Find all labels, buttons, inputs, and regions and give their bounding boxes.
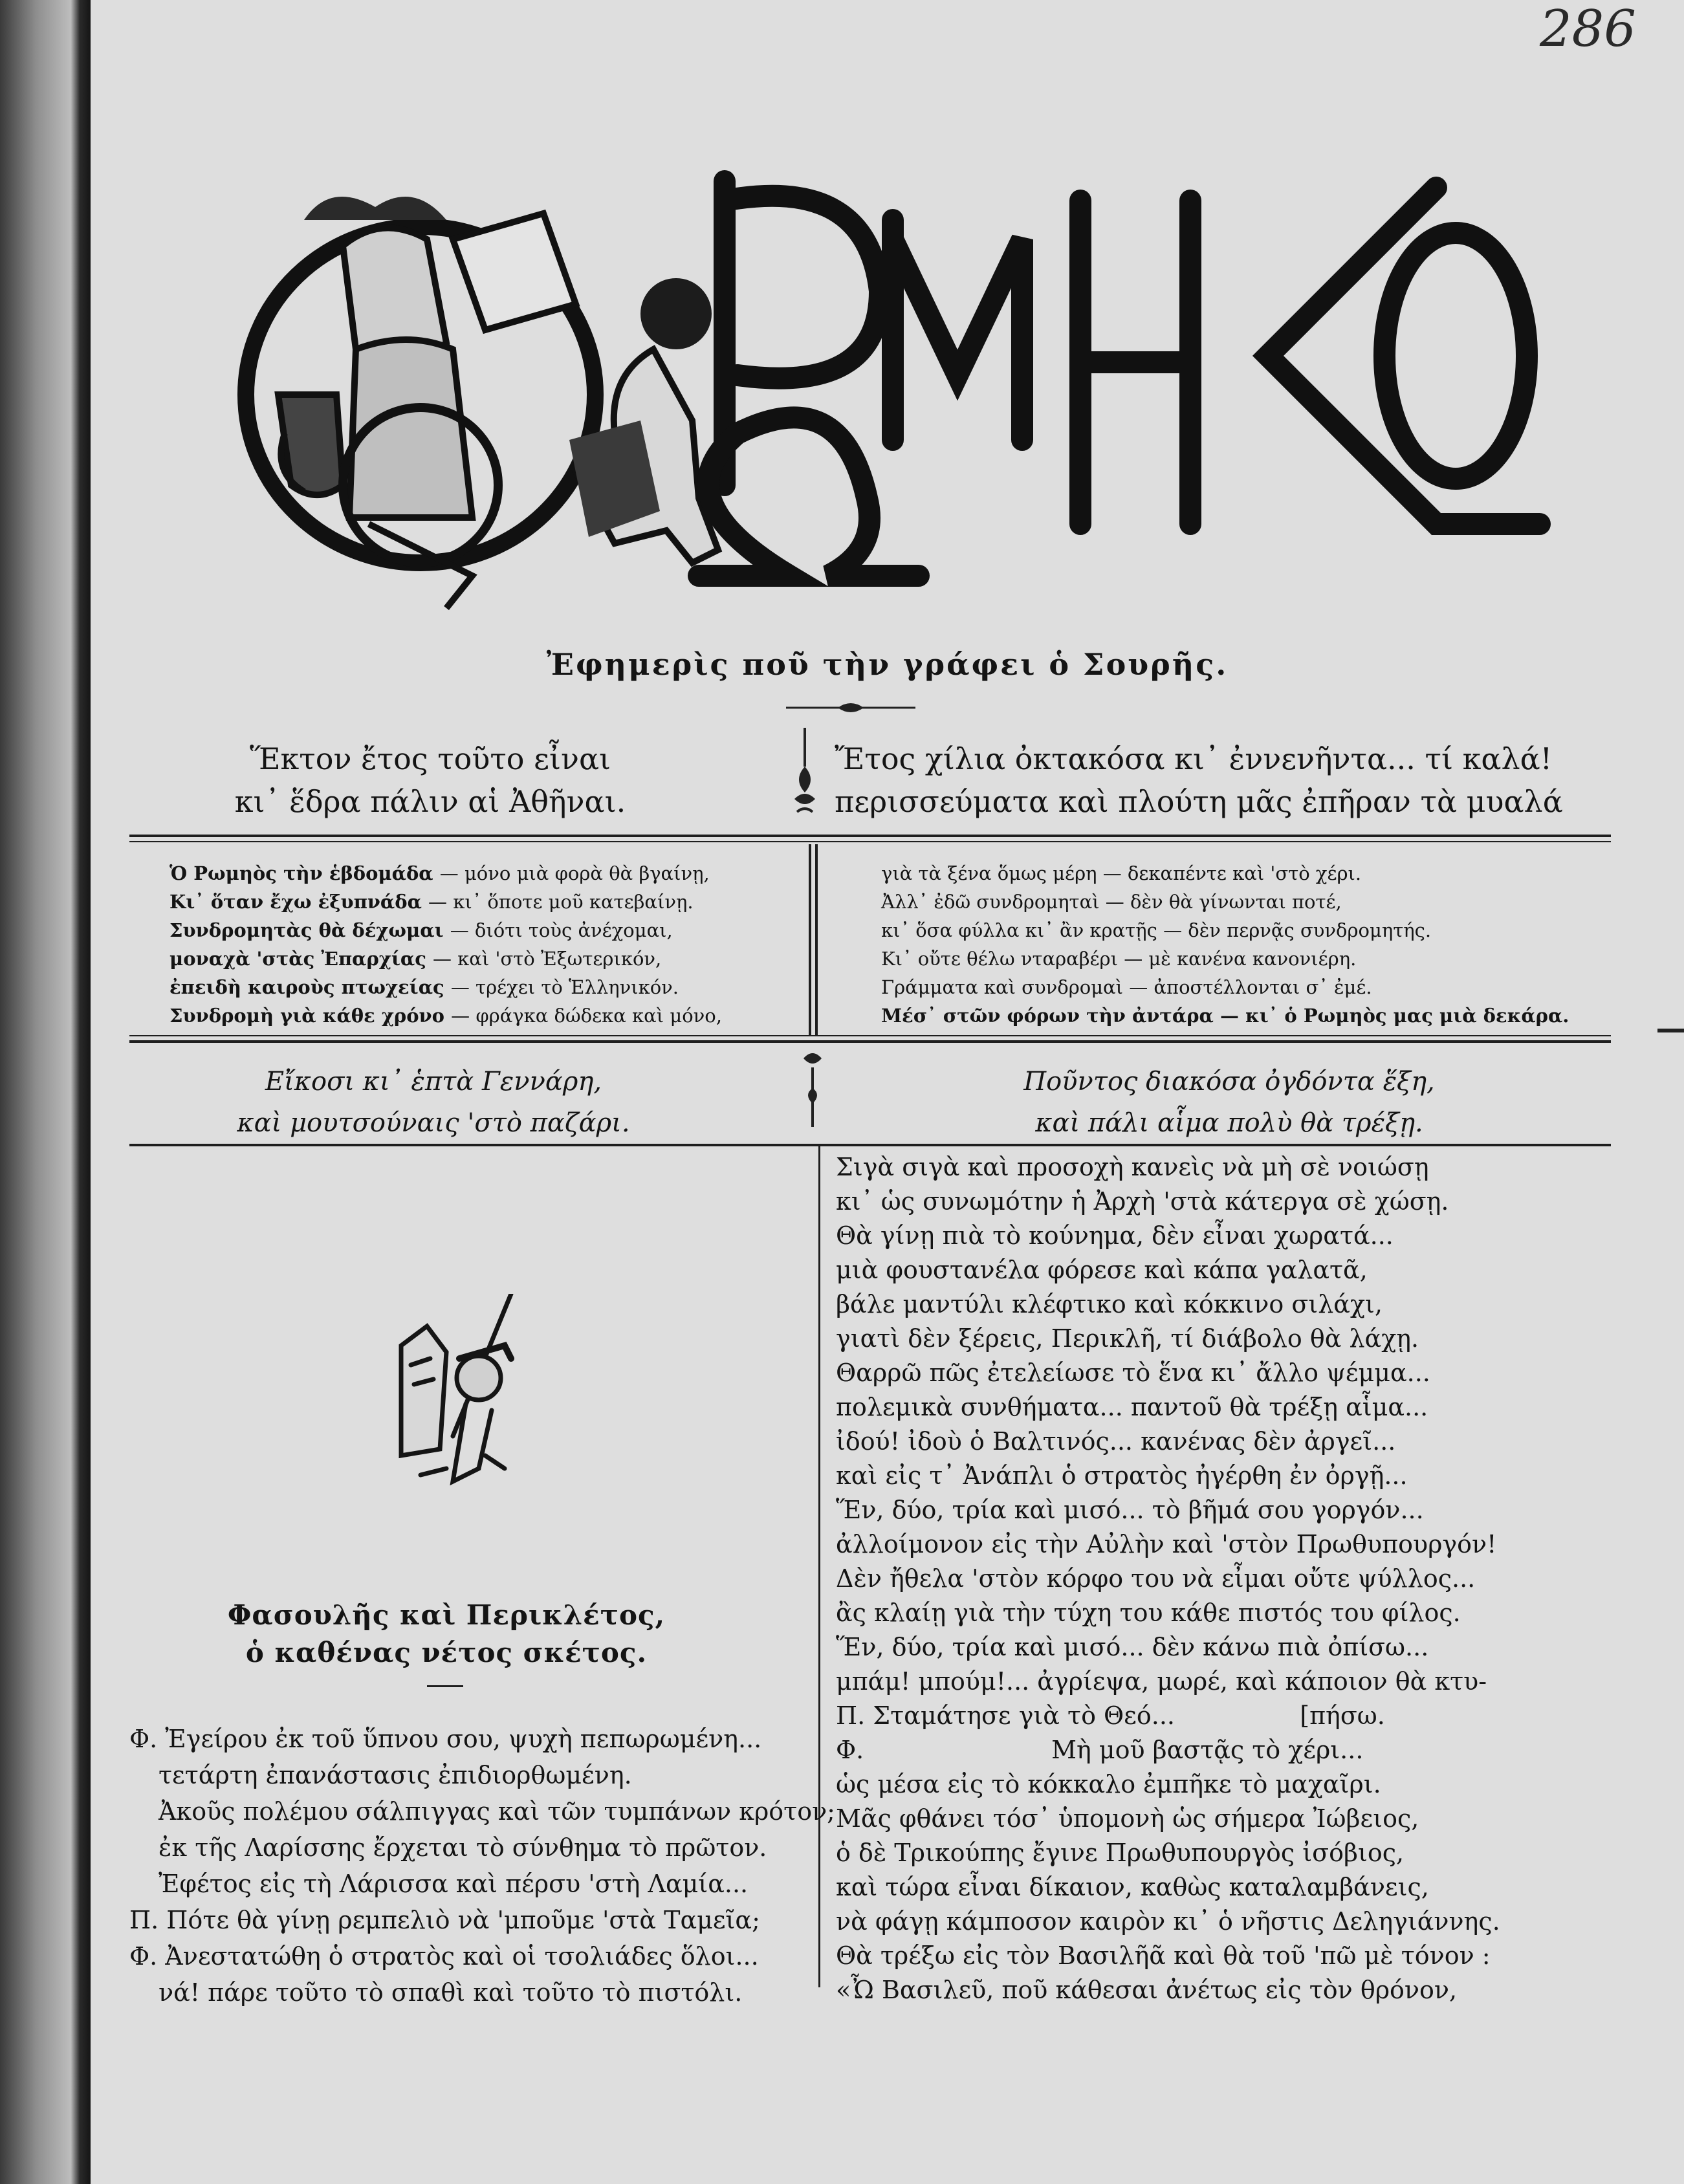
verse-line: Ἕκτον ἔτος τοῦτο εἶναι [249, 741, 611, 776]
ornament-line [786, 700, 915, 715]
dialogue-line: Φ. Ἐγείρου ἐκ τοῦ ὕπνου σου, ψυχὴ πεπωρωμένη... [129, 1725, 762, 1753]
subscription-row: Συνδρομητὰς θὰ δέχωμαι — διότι τοὺς ἀνέχομαι, [169, 919, 673, 941]
page-number: 286 [1540, 0, 1636, 58]
subscription-row: Ἀλλ᾽ ἐδῶ συνδρομηταὶ — δὲν θὰ γίνωνται ποτέ, [881, 891, 1342, 913]
subscription-row: Κι᾽ οὔτε θέλω νταραβέρι — μὲ κανένα κανονιέρη. [881, 948, 1357, 970]
poem-line: καὶ τώρα εἶναι δίκαιον, καθὼς καταλαμβάνεις, [836, 1873, 1429, 1901]
poem-line: ἰδού! ἰδοὺ ὁ Βαλτινός... κανένας δὲν ἀργεῖ... [836, 1427, 1396, 1456]
rule-top-thin [129, 841, 1611, 842]
subscription-row: Ὁ Ρωμηὸς τὴν ἑβδομάδα — μόνο μιὰ φορὰ θὰ βγαίνῃ, [169, 862, 710, 884]
dialogue-line: Ἀκοῦς πολέμου σάλπιγγας καὶ τῶν τυμπάνων κρότον; [159, 1797, 835, 1826]
subscription-row: Συνδρομὴ γιὰ κάθε χρόνο — φράγκα δώδεκα καὶ μόνο, [169, 1005, 722, 1027]
poem-column [836, 1150, 1625, 2007]
poem-line: Ἕν, δύο, τρία καὶ μισό... τὸ βῆμά σου γοργόν... [836, 1496, 1424, 1524]
poem-line: Ἕν, δύο, τρία καὶ μισό... δὲν κάνω πιὰ ὀπίσω... [836, 1633, 1429, 1661]
subscription-row: ἐπειδὴ καιροὺς πτωχείας — τρέχει τὸ Ἑλληνικόν. [169, 976, 679, 998]
poem-line: Σιγὰ σιγὰ καὶ προσοχὴ κανεὶς νὰ μὴ σὲ νοιώσῃ [836, 1153, 1429, 1181]
poem-line: Π. Σταμάτησε γιὰ τὸ Θεό... [πήσω. [836, 1701, 1385, 1730]
poem-line: ὡς μέσα εἰς τὸ κόκκαλο ἐμπῆκε τὸ μαχαῖρι. [836, 1770, 1381, 1798]
dialogue-line: Ἐφέτος εἰς τὴ Λάρισσα καὶ πέρσυ 'στὴ Λαμία... [159, 1870, 749, 1898]
poem-line: Θὰ τρέξω εἰς τὸν Βασιλῆᾶ καὶ θὰ τοῦ 'πῶ μὲ τόνον : [836, 1941, 1491, 1970]
rule-top [129, 835, 1611, 837]
book-spine [0, 0, 91, 2184]
poem-line: μπάμ! μπούμ!... ἀγρίεψα, μωρέ, καὶ κάποιον θὰ κτυ- [836, 1667, 1487, 1696]
poem-line: Μᾶς φθάνει τόσ᾽ ὑπομονὴ ὡς σήμερα Ἰώβειος, [836, 1804, 1419, 1833]
caption-line: ὁ καθένας νέτος σκέτος. [245, 1637, 648, 1668]
poem-line: μιὰ φουστανέλα φόρεσε καὶ κάπα γαλατᾶ, [836, 1256, 1368, 1284]
dialogue-line: νά! πάρε τοῦτο τὸ σπαθὶ καὶ τοῦτο τὸ πιστόλι. [159, 1978, 743, 2007]
short-dash [427, 1685, 463, 1687]
column-divider [818, 1146, 820, 1987]
verse-date-right [841, 1061, 1617, 1144]
verse-date-left [91, 1061, 776, 1144]
verse-line: Εἴκοσι κι᾽ ἑπτὰ Γεννάρη, [265, 1067, 602, 1097]
subscription-row: Κι᾽ ὅταν ἔχω ἐξυπνάδα — κι᾽ ὅποτε μοῦ κατεβαίνῃ. [169, 891, 694, 913]
masthead-illustration [246, 197, 718, 608]
verse-line: καὶ μουτσούναις 'στὸ παζάρι. [237, 1108, 630, 1138]
masthead-logo [207, 162, 1579, 628]
column-divider [809, 844, 811, 1035]
sketch-illustration [375, 1294, 543, 1488]
verse-top-left [91, 737, 770, 823]
dialogue-column [129, 1721, 835, 2011]
subscription-row: μοναχὰ 'στὰς Ἐπαρχίας — καὶ 'στὸ Ἐξωτερικόν, [169, 948, 662, 970]
newspaper-page [91, 0, 1684, 2184]
subscription-row: κι᾽ ὅσα φύλλα κι᾽ ἂν κρατῇς — δὲν περνᾷς συνδρομητής. [881, 919, 1432, 941]
dialogue-line: Π. Πότε θὰ γίνῃ ρεμπελιὸ νὰ 'μποῦμε 'στὰ Ταμεῖα; [129, 1906, 760, 1934]
poem-line: βάλε μαντύλι κλέφτικο καὶ κόκκινο σιλάχι, [836, 1290, 1383, 1318]
poem-line: ὁ δὲ Τρικούπης ἔγινε Πρωθυπουργὸς ἰσόβιος, [836, 1839, 1405, 1867]
poem-line: καὶ εἰς τ᾽ Ἀνάπλι ὁ στρατὸς ἠγέρθη ἐν ὀργῇ... [836, 1461, 1408, 1490]
masthead-lettering [699, 181, 1540, 576]
margin-mark [1657, 1029, 1684, 1032]
rule-body [129, 1144, 1611, 1146]
verse-top-right [835, 737, 1624, 823]
poem-line: Θαρρῶ πῶς ἐτελείωσε τὸ ἕνα κι᾽ ἄλλο ψέμμα... [836, 1359, 1430, 1387]
subscription-right [881, 859, 1567, 1030]
poem-line: ἀλλοίμονον εἰς τὴν Αὐλὴν καὶ 'στὸν Πρωθυπουργόν! [836, 1530, 1497, 1558]
subscription-left [169, 859, 791, 1030]
poem-line: κι᾽ ὡς συνωμότην ἡ Ἀρχὴ 'στὰ κάτεργα σὲ χώσῃ. [836, 1187, 1449, 1216]
poem-line: ἂς κλαίῃ γιὰ τὴν τύχη του κάθε πιστός του φίλος. [836, 1599, 1461, 1627]
dialogue-line: Φ. Ἀνεστατώθη ὁ στρατὸς καὶ οἱ τσολιάδες ὅλοι... [129, 1942, 759, 1971]
verse-line: κι᾽ ἕδρα πάλιν αἱ Ἀθῆναι. [234, 784, 626, 819]
poem-line: Θὰ γίνῃ πιὰ τὸ κούνημα, δὲν εἶναι χωρατά... [836, 1221, 1394, 1250]
poem-line: γιατὶ δὲν ξέρεις, Περικλῆ, τί διάβολο θὰ λάχῃ. [836, 1324, 1419, 1353]
fleuron-ornament [792, 728, 818, 818]
dialogue-line: ἐκ τῆς Λαρίσσης ἔρχεται τὸ σύνθημα τὸ πρῶτον. [159, 1833, 767, 1862]
subscription-row: Μέσ᾽ στῶν φόρων τὴν ἀντάρα — κι᾽ ὁ Ρωμηὸς μας μιὰ δεκάρα. [881, 1005, 1569, 1027]
poem-line: Δὲν ἤθελα 'στὸν κόρφο του νὰ εἶμαι οὔτε ψύλλος... [836, 1564, 1476, 1593]
subscription-row: γιὰ τὰ ξένα ὅμως μέρη — δεκαπέντε καὶ 'στὸ χέρι. [881, 862, 1362, 884]
rule-bottom-thin [129, 1035, 1611, 1036]
dialogue-line: τετάρτη ἐπανάστασις ἐπιδιορθωμένη. [159, 1761, 632, 1789]
rule-bottom [129, 1040, 1611, 1043]
poem-line: πολεμικὰ συνθήματα... παντοῦ θὰ τρέξῃ αἷμα... [836, 1393, 1428, 1421]
caption-line: Φασουλῆς καὶ Περικλέτος, [227, 1599, 666, 1631]
subtitle: Ἐφημερὶς ποῦ τὴν γράφει ὁ Σουρῆς. [546, 647, 1229, 682]
verse-line: Ἔτος χίλια ὀκτακόσα κι᾽ ἐννενῆντα... τί καλά! [835, 741, 1553, 776]
fleuron-ornament [801, 1049, 824, 1133]
poem-line: Φ. Μὴ μοῦ βαστᾷς τὸ χέρι... [836, 1736, 1364, 1764]
verse-line: καὶ πάλι αἷμα πολὺ θὰ τρέξῃ. [1035, 1108, 1423, 1138]
column-divider [815, 844, 818, 1035]
poem-line: νὰ φάγῃ κάμποσον καιρὸν κι᾽ ὁ νῆστις Δεληγιάννης. [836, 1907, 1500, 1936]
verse-line: περισσεύματα καὶ πλούτη μᾶς ἐπῆραν τὰ μυαλά [835, 784, 1563, 819]
verse-line: Ποῦντος διακόσα ὀγδόντα ἕξη, [1023, 1067, 1435, 1097]
subscription-row: Γράμματα καὶ συνδρομαὶ — ἀποστέλλονται σ᾽ ἐμέ. [881, 976, 1372, 998]
poem-line: «Ὦ Βασιλεῦ, ποῦ κάθεσαι ἀνέτως εἰς τὸν θρόνον, [836, 1976, 1458, 2004]
illustration-caption [162, 1597, 731, 1672]
